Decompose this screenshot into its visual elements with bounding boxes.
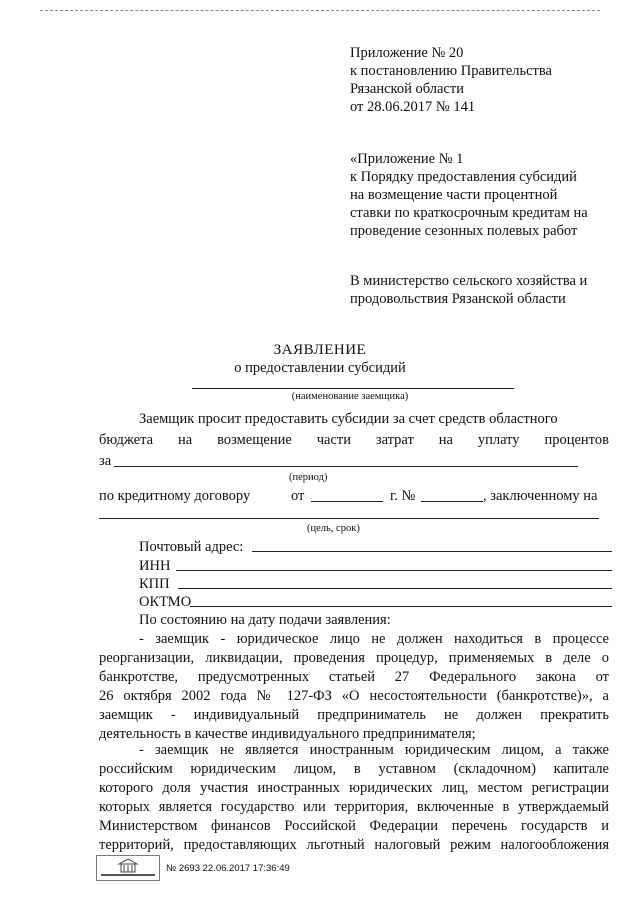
kpp-field[interactable] — [178, 588, 612, 589]
period-caption: (период) — [289, 472, 328, 483]
oktmo-label: ОКТМО — [139, 594, 192, 610]
paragraph-line: российским юридическим лицом, в уставном (складочном) капитале — [99, 761, 609, 777]
document-title: ЗАЯВЛЕНИЕ — [273, 342, 367, 358]
request-word: на — [438, 432, 453, 448]
loan-contract-label: по кредитному договору — [99, 488, 251, 504]
request-word: на — [177, 432, 193, 448]
procedure-header — [350, 150, 588, 240]
procedure-line: на возмещение части процентной — [350, 187, 558, 203]
request-word: возмещение — [217, 432, 292, 448]
date-from-label: от — [291, 488, 305, 504]
borrower-name-line[interactable] — [192, 388, 514, 389]
paragraph-line: которых является государство или территория, включенные в утверждаемый — [99, 799, 609, 815]
postal-address-label: Почтовый адрес: — [139, 539, 244, 555]
emblem-icon — [97, 856, 159, 880]
request-word: уплату — [477, 432, 520, 448]
addressee — [350, 272, 587, 308]
appendix-line: от 28.06.2017 № 141 — [350, 99, 476, 115]
paragraph-1 — [99, 630, 609, 744]
registration-footer — [166, 863, 290, 874]
procedure-line: «Приложение № 1 — [350, 151, 464, 167]
paragraph-line: деятельность в качестве индивидуального предпринимателя; — [99, 726, 476, 742]
postal-address-field[interactable] — [252, 551, 612, 552]
paragraph-line: заемщик - индивидуальный предприниматель не должен прекратить — [99, 707, 609, 723]
paragraph-line: Министерством финансов Российской Федерации перечень государств и — [99, 818, 609, 834]
addressee-line: В министерство сельского хозяйства и — [350, 273, 588, 289]
contract-number-label: г. № — [390, 488, 416, 504]
request-word: бюджета — [99, 432, 154, 448]
kpp-label: КПП — [139, 576, 170, 592]
paragraph-2 — [99, 741, 609, 855]
period-line[interactable] — [114, 466, 578, 467]
purpose-term-line[interactable] — [99, 518, 599, 519]
top-border-dashes — [40, 10, 600, 11]
paragraph-line: - заемщик - юридическое лицо не должен находиться в процессе — [139, 631, 609, 647]
appendix-line: к постановлению Правительства — [350, 63, 552, 79]
addressee-line: продовольствия Рязанской области — [350, 291, 566, 307]
paragraph-line: реорганизации, ликвидации, проведения процедур, применяемых в деле о — [99, 650, 609, 666]
za-label: за — [99, 453, 112, 469]
paragraph-line: которого доля участия иностранных юридических лиц, местом регистрации — [99, 780, 609, 796]
appendix-line: Приложение № 20 — [350, 45, 464, 61]
procedure-line: проведение сезонных полевых работ — [350, 223, 578, 239]
paragraph-line: банкротстве, предусмотренных статьей 27 Федерального закона от — [99, 669, 609, 685]
paragraph-line: территорий, предоставляющих льготный налоговый режим налогообложения — [99, 837, 609, 853]
inn-field[interactable] — [176, 570, 612, 571]
request-line-1: Заемщик просит предоставить субсидии за счет средств областного — [139, 411, 558, 427]
registration-timestamp: 22.06.2017 17:36:49 — [202, 863, 290, 874]
contract-number-field[interactable] — [421, 501, 483, 502]
request-word: затрат — [375, 432, 414, 448]
procedure-line: к Порядку предоставления субсидий — [350, 169, 577, 185]
oktmo-field[interactable] — [190, 606, 612, 607]
procedure-line: ставки по краткосрочным кредитам на — [350, 205, 588, 221]
borrower-name-caption: (наименование заемщика) — [291, 391, 409, 402]
number-sign: № — [166, 863, 177, 874]
request-word: части — [316, 432, 351, 448]
inn-label: ИНН — [139, 558, 171, 574]
appendix-header — [350, 44, 552, 116]
concluded-label: , заключенному на — [483, 488, 598, 504]
paragraph-line: 26 октября 2002 года № 127-ФЗ «О несостоятельности (банкротстве)», а — [99, 688, 609, 704]
purpose-caption: (цель, срок) — [307, 523, 360, 534]
document-subtitle: о предоставлении субсидий — [234, 360, 406, 376]
request-line-2 — [99, 432, 609, 449]
document-number: 2693 — [178, 863, 200, 874]
paragraph-line: - заемщик не является иностранным юридическим лицом, а также — [139, 742, 609, 758]
contract-date-field[interactable] — [311, 501, 383, 502]
request-word: процентов — [544, 432, 609, 448]
government-emblem-stamp — [96, 855, 160, 881]
status-intro: По состоянию на дату подачи заявления: — [139, 612, 391, 628]
appendix-line: Рязанской области — [350, 81, 464, 97]
